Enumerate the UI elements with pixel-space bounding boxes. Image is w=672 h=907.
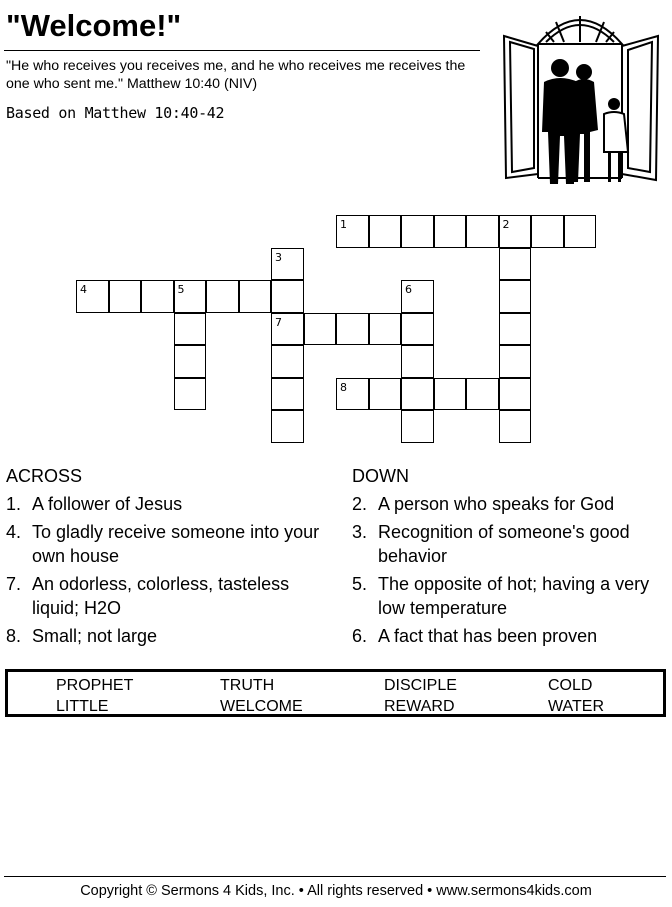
crossword-cell[interactable] — [336, 313, 369, 346]
crossword-cell[interactable] — [369, 313, 402, 346]
crossword-cell[interactable] — [401, 280, 434, 313]
word-bank-item: TRUTH — [220, 677, 275, 694]
crossword-cell[interactable] — [369, 215, 402, 248]
word-bank-item: DISCIPLE — [384, 677, 457, 694]
cell-number: 6 — [405, 283, 412, 296]
cell-number: 5 — [177, 283, 185, 296]
title-divider — [4, 50, 480, 51]
clue-across-4: 4. To gladly receive someone into your own house — [6, 522, 320, 566]
crossword-cell[interactable] — [401, 345, 434, 378]
crossword-cell[interactable] — [499, 248, 532, 281]
word-bank-item: COLD — [548, 677, 593, 694]
down-clues — [352, 464, 662, 653]
crossword-cell[interactable] — [271, 345, 304, 378]
crossword-cell[interactable] — [206, 280, 239, 313]
crossword-cell[interactable] — [401, 378, 434, 411]
cell-number: 7 — [275, 315, 282, 329]
footer-divider — [4, 876, 666, 877]
word-bank — [5, 669, 666, 717]
copyright-text: Copyright © Sermons 4 Kids, Inc. • All rights reserved • www.sermons4kids.com — [80, 883, 592, 899]
crossword-cell[interactable] — [434, 215, 467, 248]
crossword-cell[interactable] — [239, 280, 272, 313]
clue-down-6: 6. A fact that has been proven — [352, 626, 598, 646]
crossword-cell[interactable] — [174, 313, 207, 346]
crossword-cell[interactable] — [499, 313, 532, 346]
crossword-cell[interactable] — [499, 410, 532, 443]
word-bank-item: LITTLE — [56, 698, 109, 715]
across-clues — [6, 464, 328, 653]
crossword-cell[interactable] — [466, 378, 499, 411]
word-bank-item: WATER — [548, 698, 604, 715]
down-heading: DOWN — [352, 466, 409, 486]
cell-number: 8 — [340, 380, 347, 394]
clue-down-2: 2. A person who speaks for God — [352, 493, 615, 514]
crossword-cell[interactable] — [499, 280, 532, 313]
crossword-cell[interactable] — [369, 378, 402, 411]
clue-across-7: 7. An odorless, colorless, tasteless liquid; H2O — [6, 574, 290, 618]
crossword-cell[interactable] — [401, 410, 434, 443]
crossword-cell[interactable] — [271, 410, 304, 443]
crossword-cell[interactable] — [466, 215, 499, 248]
clue-down-3: 3. Recognition of someone's good behavior — [352, 522, 630, 566]
crossword-cell[interactable] — [499, 345, 532, 378]
crossword-cell[interactable] — [499, 215, 532, 248]
clue-down-5: 5. The opposite of hot; having a very low temperature — [352, 574, 650, 618]
crossword-cell[interactable] — [271, 248, 304, 281]
crossword-cell[interactable] — [499, 378, 532, 411]
crossword-cell[interactable] — [336, 215, 369, 248]
crossword-cell[interactable] — [174, 378, 207, 411]
page-title: "Welcome!" — [6, 8, 182, 43]
crossword-cell[interactable] — [174, 345, 207, 378]
crossword-cell[interactable] — [76, 280, 109, 313]
cell-number: 3 — [275, 250, 282, 264]
cell-number: 4 — [80, 283, 87, 296]
crossword-cell[interactable] — [304, 313, 337, 346]
crossword-cell[interactable] — [531, 215, 564, 248]
clue-across-1: 1. A follower of Jesus — [6, 493, 183, 514]
crossword-cell[interactable] — [336, 378, 369, 411]
word-bank-item: WELCOME — [220, 698, 303, 715]
family-at-open-door-icon — [494, 2, 666, 192]
crossword-cell[interactable] — [271, 313, 304, 346]
across-heading: ACROSS — [6, 466, 83, 486]
crossword-cell[interactable] — [401, 313, 434, 346]
cell-number: 1 — [340, 218, 347, 231]
scripture-quote: "He who receives you receives me, and he who receives me receives the one who sent me." Matthew 10:40 (NIV) — [6, 58, 466, 92]
word-bank-item: PROPHET — [56, 677, 134, 694]
crossword-cell[interactable] — [434, 378, 467, 411]
crossword-cell[interactable] — [401, 215, 434, 248]
crossword-cell[interactable] — [271, 378, 304, 411]
crossword-cell[interactable] — [109, 280, 142, 313]
word-bank-item: REWARD — [384, 698, 455, 715]
crossword-cell[interactable] — [174, 280, 207, 313]
based-on-text: Based on Matthew 10:40-42 — [6, 104, 225, 122]
clue-across-8: 8. Small; not large — [6, 626, 158, 646]
cell-number: 2 — [502, 218, 510, 231]
crossword-cell[interactable] — [141, 280, 174, 313]
crossword-cell[interactable] — [271, 280, 304, 313]
crossword-cell[interactable] — [564, 215, 597, 248]
